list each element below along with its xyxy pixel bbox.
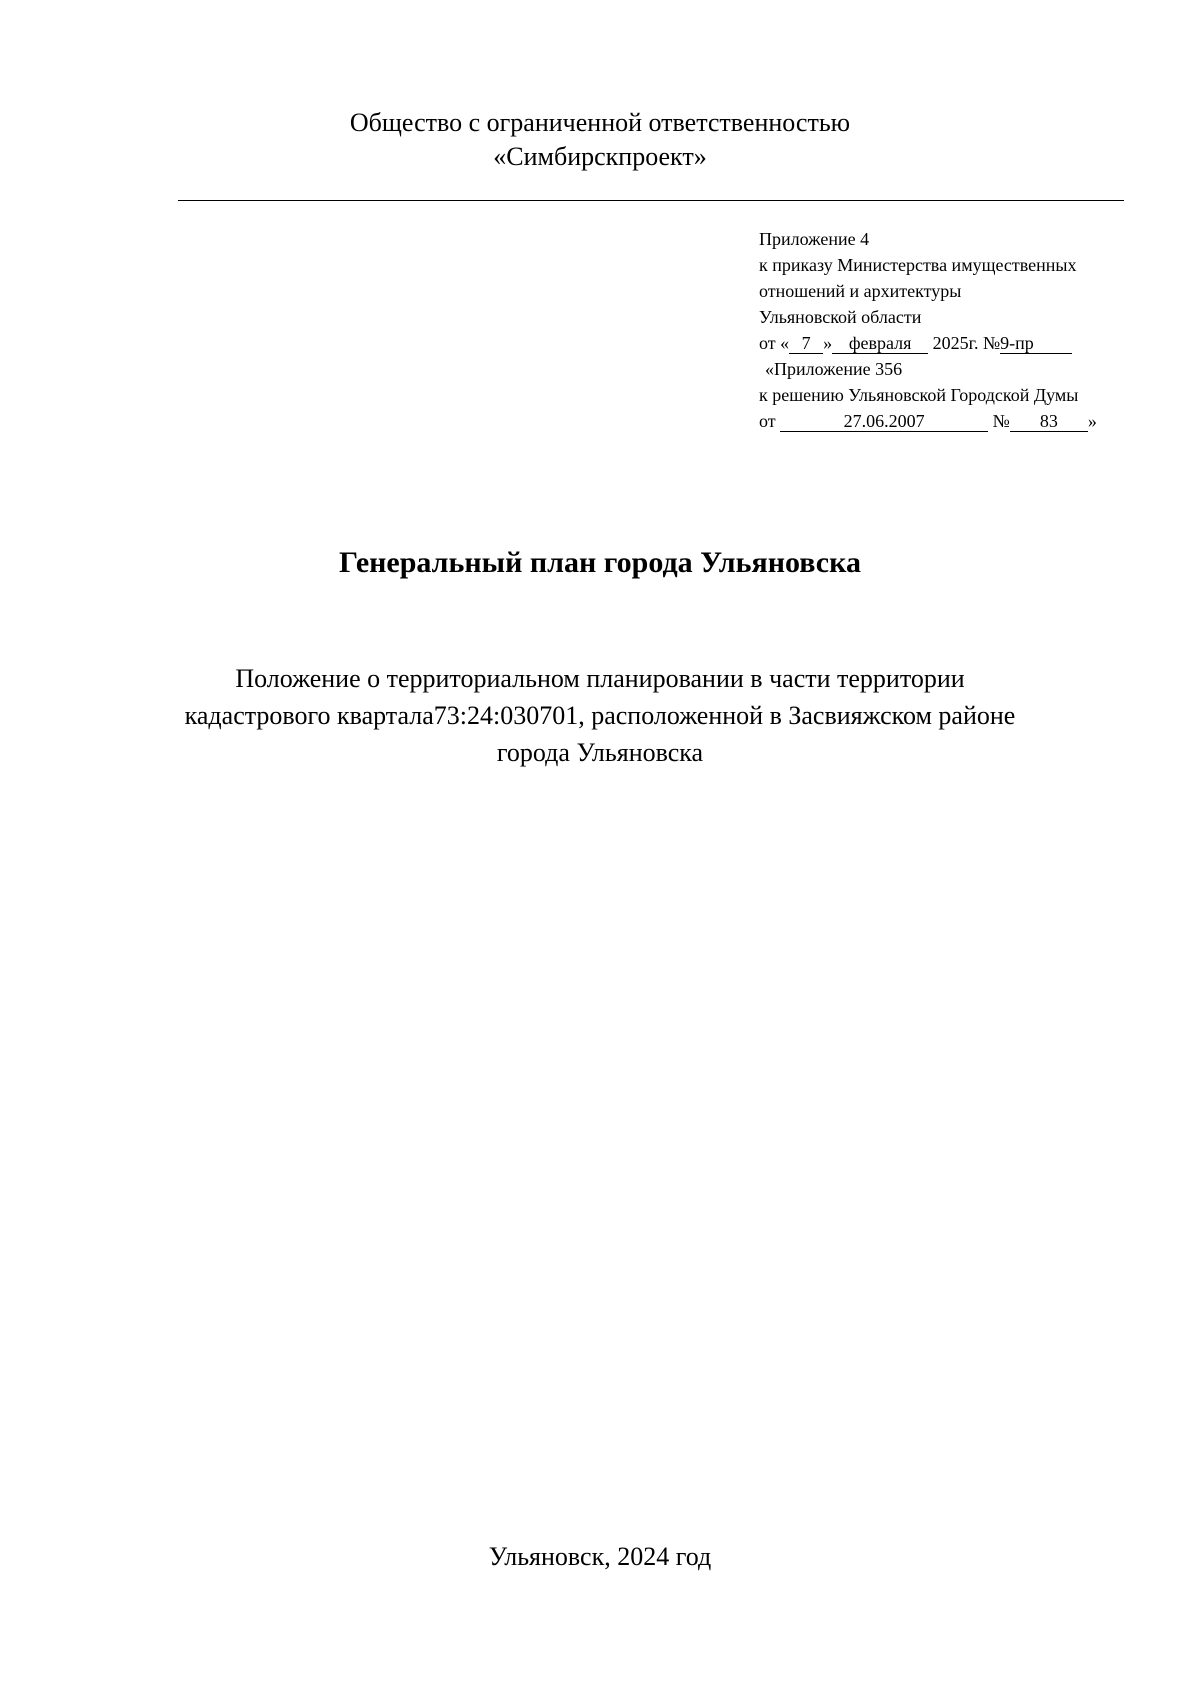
appendix-block <box>759 226 1097 434</box>
decision-close: » <box>1087 411 1097 431</box>
subtitle-line-3: города Ульяновска <box>496 738 704 767</box>
appendix-order-ref: к приказу Министерства имущественных <box>759 255 1077 275</box>
decision-date-prefix: от <box>759 411 776 431</box>
header-divider <box>178 200 1124 201</box>
appendix-decision-date <box>759 408 1097 434</box>
order-day: 7 <box>789 334 823 354</box>
decision-number: 83 <box>1010 412 1088 432</box>
decision-date: 27.06.2007 <box>780 412 988 432</box>
appendix-order-date <box>759 330 1097 356</box>
appendix-decision-ref: к решению Ульяновской Городской Думы <box>759 385 1079 405</box>
subtitle-line-1: Положение о территориальном планировании в части территории <box>235 664 965 693</box>
document-subtitle <box>0 660 1200 771</box>
document-title: Генеральный план города Ульяновска <box>339 546 861 579</box>
appendix-order-ref-cont: отношений и архитектуры <box>759 281 962 301</box>
organization-brand: «Симбирскпроект» <box>493 142 707 171</box>
order-date-prefix: от « <box>759 333 790 353</box>
document-place-year: Ульяновск, 2024 год <box>488 1542 712 1571</box>
organization-name: Общество с ограниченной ответственностью <box>349 108 851 137</box>
order-date-close: » <box>823 333 833 353</box>
subtitle-line-2: кадастрового квартала73:24:030701, расположенной в Засвияжском районе <box>184 701 1016 730</box>
order-month: февраля <box>832 334 928 354</box>
order-number: 9-пр <box>1000 334 1072 354</box>
appendix-number: Приложение 4 <box>759 229 870 249</box>
decision-number-label: № <box>992 411 1010 431</box>
order-year: 2025г. № <box>932 333 1001 353</box>
appendix-original-number: «Приложение 356 <box>765 359 903 379</box>
appendix-region: Ульяновской области <box>759 307 922 327</box>
